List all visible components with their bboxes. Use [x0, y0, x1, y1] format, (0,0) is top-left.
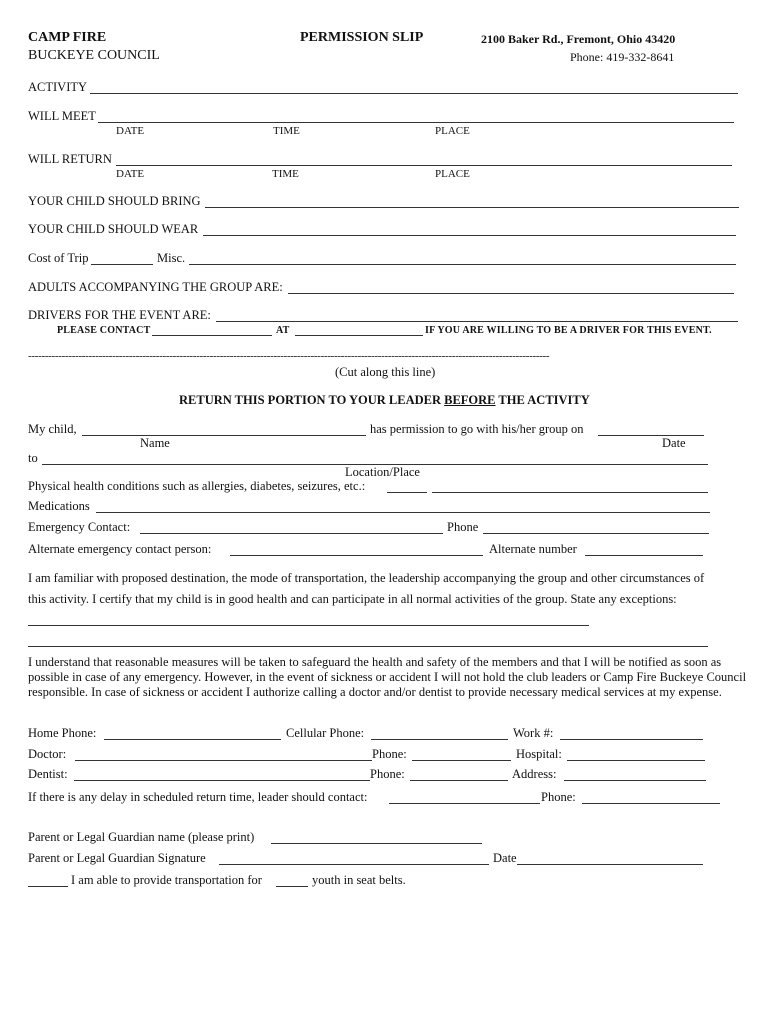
will-return-label: WILL RETURN — [28, 152, 112, 166]
contact-name-field[interactable] — [152, 335, 272, 336]
cost-field[interactable] — [91, 264, 153, 265]
emergency-phone-field[interactable] — [483, 533, 709, 534]
will-return-place-caption: PLACE — [435, 168, 470, 180]
org-address: 2100 Baker Rd., Fremont, Ohio 43420 — [481, 32, 676, 46]
delay-contact-label: If there is any delay in scheduled return time, leader should contact: — [28, 790, 368, 804]
activity-label: ACTIVITY — [28, 80, 88, 94]
return-heading-end: THE ACTIVITY — [495, 393, 590, 407]
home-phone-field[interactable] — [104, 739, 281, 740]
signature-date-field[interactable] — [517, 864, 703, 865]
bring-field[interactable] — [205, 207, 739, 208]
physical-conditions-label: Physical health conditions such as allergies, diabetes, seizures, etc.: — [28, 479, 366, 493]
adults-label: ADULTS ACCOMPANYING THE GROUP ARE: — [28, 280, 283, 294]
please-contact-label: PLEASE CONTACT — [57, 325, 151, 336]
alternate-number-label: Alternate number — [489, 542, 577, 556]
medications-field[interactable] — [96, 512, 710, 513]
guardian-signature-label: Parent or Legal Guardian Signature — [28, 851, 206, 865]
dentist-field[interactable] — [74, 780, 370, 781]
misc-field[interactable] — [189, 264, 736, 265]
alternate-contact-label: Alternate emergency contact person: — [28, 542, 212, 556]
activity-field[interactable] — [90, 93, 738, 94]
org-name-line1: CAMP FIRE — [28, 30, 107, 45]
cut-line-caption: (Cut along this line) — [335, 365, 436, 379]
will-meet-field[interactable] — [98, 122, 734, 123]
guardian-signature-field[interactable] — [219, 864, 489, 865]
doctor-label: Doctor: — [28, 747, 67, 761]
permission-date-field[interactable] — [598, 435, 704, 436]
guardian-name-label: Parent or Legal Guardian name (please print) — [28, 830, 255, 844]
emergency-contact-label: Emergency Contact: — [28, 520, 131, 534]
dentist-label: Dentist: — [28, 767, 68, 781]
contact-phone-field[interactable] — [295, 335, 423, 336]
cell-phone-field[interactable] — [371, 739, 508, 740]
drivers-label: DRIVERS FOR THE EVENT ARE: — [28, 308, 211, 322]
consent-paragraph-line2: this activity. I certify that my child is in good health and can participate in all normal activities of the group. State any exceptions: — [28, 592, 677, 606]
transport-check-field[interactable] — [28, 886, 68, 887]
alternate-contact-field[interactable] — [230, 555, 483, 556]
transport-text-b: youth in seat belts. — [312, 873, 406, 887]
hospital-label: Hospital: — [516, 747, 562, 761]
will-meet-time-caption: TIME — [273, 125, 300, 137]
dentist-address-label: Address: — [512, 767, 557, 781]
exceptions-field-1[interactable] — [28, 625, 589, 626]
wear-label: YOUR CHILD SHOULD WEAR — [28, 222, 199, 236]
liability-paragraph: I understand that reasonable measures will be taken to safeguard the health and safety of the members and that I will be notified as soon as possible in case of any emergency. However, in the event of sickness or accident I will not hold the club leaders or Camp Fire Buckeye Council responsible. In case of sickness or accident I authorize calling a doctor and/or dentist to provide necessary medical services at my expense. — [28, 655, 747, 699]
org-name-line2: BUCKEYE COUNCIL — [28, 48, 160, 63]
doctor-field[interactable] — [75, 760, 372, 761]
bring-label: YOUR CHILD SHOULD BRING — [28, 194, 201, 208]
physical-conditions-field[interactable] — [432, 492, 708, 493]
emergency-phone-label: Phone — [447, 520, 479, 534]
work-phone-label: Work #: — [513, 726, 554, 740]
my-child-label: My child, — [28, 422, 77, 436]
will-return-date-caption: DATE — [116, 168, 145, 180]
delay-phone-label: Phone: — [541, 790, 576, 804]
transport-count-field[interactable] — [276, 886, 308, 887]
child-name-field[interactable] — [82, 435, 366, 436]
dentist-phone-field[interactable] — [410, 780, 508, 781]
home-phone-label: Home Phone: — [28, 726, 97, 740]
page-title: PERMISSION SLIP — [300, 30, 424, 45]
physical-conditions-field-short[interactable] — [387, 492, 427, 493]
doctor-phone-label: Phone: — [372, 747, 407, 761]
driver-willing-text: IF YOU ARE WILLING TO BE A DRIVER FOR THIS EVENT. — [425, 325, 712, 336]
will-meet-label: WILL MEET — [28, 109, 96, 123]
guardian-name-field[interactable] — [271, 843, 482, 844]
will-return-field[interactable] — [116, 165, 732, 166]
permission-text: has permission to go with his/her group on — [370, 422, 584, 436]
location-caption: Location/Place — [345, 465, 420, 479]
will-return-time-caption: TIME — [272, 168, 299, 180]
return-heading — [179, 393, 590, 408]
signature-date-label: Date — [493, 851, 517, 865]
will-meet-place-caption: PLACE — [435, 125, 470, 137]
date-caption: Date — [662, 436, 686, 450]
transport-text-a: I am able to provide transportation for — [71, 873, 262, 887]
consent-paragraph-line1: I am familiar with proposed destination, the mode of transportation, the leadership accompanying the group and other circumstances of — [28, 571, 705, 585]
wear-field[interactable] — [203, 235, 736, 236]
work-phone-field[interactable] — [560, 739, 703, 740]
return-heading-start: RETURN THIS PORTION TO YOUR LEADER — [179, 393, 445, 407]
exceptions-field-2[interactable] — [28, 646, 708, 647]
cell-phone-label: Cellular Phone: — [286, 726, 365, 740]
to-label: to — [28, 451, 38, 465]
will-meet-date-caption: DATE — [116, 125, 145, 137]
cut-line: ----------------------------------------------------------------------------------------------------------------------------------------------------------- — [28, 350, 550, 362]
name-caption: Name — [140, 436, 170, 450]
at-label: AT — [276, 325, 290, 336]
org-phone: Phone: 419-332-8641 — [570, 50, 675, 64]
return-heading-before-emphasis: BEFORE — [444, 393, 496, 407]
dentist-address-field[interactable] — [564, 780, 706, 781]
dentist-phone-label: Phone: — [370, 767, 405, 781]
medications-label: Medications — [28, 499, 90, 513]
drivers-field[interactable] — [216, 321, 738, 322]
hospital-field[interactable] — [567, 760, 705, 761]
doctor-phone-field[interactable] — [412, 760, 511, 761]
delay-contact-field[interactable] — [389, 803, 540, 804]
alternate-number-field[interactable] — [585, 555, 703, 556]
cost-label: Cost of Trip — [28, 251, 89, 265]
emergency-contact-field[interactable] — [140, 533, 443, 534]
adults-field[interactable] — [288, 293, 734, 294]
misc-label: Misc. — [157, 251, 186, 265]
delay-phone-field[interactable] — [582, 803, 720, 804]
